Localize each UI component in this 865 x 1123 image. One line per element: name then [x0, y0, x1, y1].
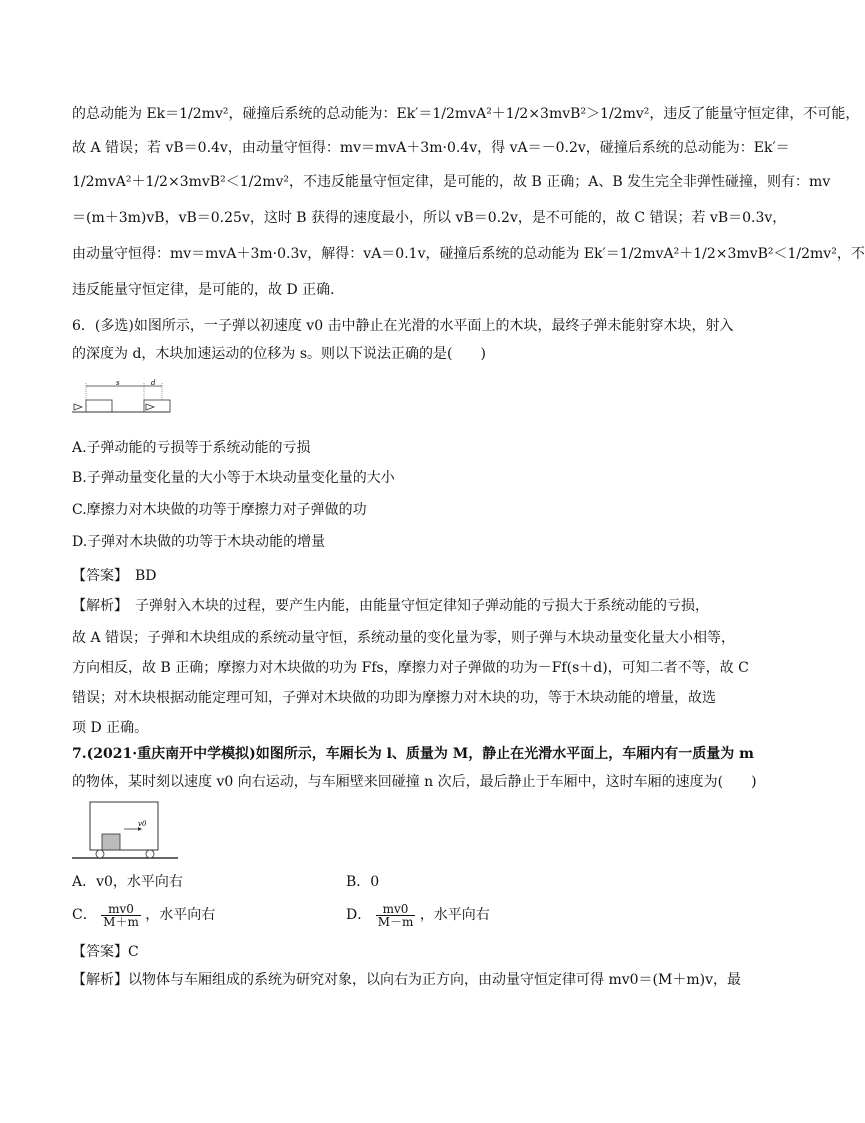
question-6-stem-2: 的深度为 d，木块加速运动的位移为 s。则以下说法正确的是( )	[72, 346, 486, 362]
text-line-3: 1/2mvA²＋1/2×3mvB²＜1/2mv²，不违反能量守恒定律，是可能的，故 B 正确；A、B 发生完全非弹性碰撞，则有：mv	[72, 174, 831, 190]
option-6d: D.子弹对木块做的功等于木块动能的增量	[72, 534, 326, 550]
option-7c-suffix: ，水平向右	[145, 907, 216, 923]
option-7d-denominator: M－m	[377, 914, 414, 929]
option-6c: C.摩擦力对木块做的功等于摩擦力对子弹做的功	[72, 502, 367, 518]
text-line-6: 违反能量守恒定律，是可能的，故 D 正确．	[72, 282, 345, 298]
option-6b: B.子弹动量变化量的大小等于木块动量变化量的大小	[72, 470, 395, 486]
analysis-6-line-1: 【解析】 子弹射入木块的过程，要产生内能，由能量守恒定律知子弹动能的亏损大于系统动能的亏损，	[72, 598, 709, 614]
analysis-6-line-5: 项 D 正确。	[72, 720, 149, 736]
option-7d-prefix: D．	[346, 907, 372, 923]
s-label: s	[116, 379, 120, 387]
text-line-4: ＝(m＋3m)vB，vB＝0.25v，这时 B 获得的速度最小，所以 vB＝0.2v，是不可能的，故 C 错误；若 vB＝0.3v，	[72, 210, 787, 226]
carriage-figure	[72, 798, 180, 864]
option-7a: A．v0，水平向右	[72, 874, 183, 890]
option-7d-suffix: ，水平向右	[419, 907, 490, 923]
answer-6: 【答案】 BD	[72, 568, 157, 584]
option-7d-fraction	[376, 903, 416, 928]
answer-7: 【答案】C	[72, 944, 139, 960]
option-7c-fraction	[101, 903, 141, 928]
option-7d-numerator: mv0	[376, 903, 416, 916]
text-line-5: 由动量守恒得：mv＝mvA＋3m·0.3v，解得：vA＝0.1v，碰撞后系统的总动能为 Ek′＝1/2mvA²＋1/2×3mvB²＜1/2mv²，不	[72, 246, 865, 262]
option-7c	[72, 898, 215, 932]
bullet-block-figure	[72, 380, 172, 416]
text-line-1: 的总动能为 Ek＝1/2mv²，碰撞后系统的总动能为：Ek′＝1/2mvA²＋1/2×3mvB²＞1/2mv²，违反了能量守恒定律，不可能，	[72, 106, 860, 122]
question-7-stem-1: 7.(2021·重庆南开中学模拟)如图所示，车厢长为 l、质量为 M，静止在光滑水平面上，车厢内有一质量为 m	[72, 746, 754, 762]
analysis-6-line-4: 错误；对木块根据动能定理可知，子弹对木块做的功即为摩擦力对木块的功，等于木块动能的增量，故选	[72, 690, 716, 706]
option-7d	[346, 898, 490, 932]
analysis-6-line-2: 故 A 错误；子弹和木块组成的系统动量守恒，系统动量的变化量为零，则子弹与木块动量变化量大小相等，	[72, 630, 736, 646]
option-6a: A.子弹动能的亏损等于系统动能的亏损	[72, 440, 311, 456]
option-7c-prefix: C．	[72, 907, 97, 923]
question-7-stem-2: 的物体，某时刻以速度 v0 向右运动，与车厢壁来回碰撞 n 次后，最后静止于车厢中，这时车厢的速度为( )	[72, 774, 757, 790]
d-label: d	[151, 379, 156, 387]
question-6-stem-1: 6．(多选)如图所示，一子弹以初速度 v0 击中静止在光滑的水平面上的木块，最终子弹未能射穿木块，射入	[72, 318, 734, 334]
text-line-2: 故 A 错误；若 vB＝0.4v，由动量守恒得：mv＝mvA＋3m·0.4v，得 vA＝－0.2v，碰撞后系统的总动能为：Ek′＝	[72, 140, 790, 156]
option-7c-denominator: M＋m	[103, 914, 139, 929]
v0-label: v0	[138, 820, 147, 828]
option-7c-numerator: mv0	[101, 903, 141, 916]
option-7b: B．0	[346, 874, 380, 890]
analysis-6-line-3: 方向相反，故 B 正确；摩擦力对木块做的功为 Ffs，摩擦力对子弹做的功为－Ff(s＋d)，可知二者不等，故 C	[72, 660, 749, 676]
analysis-7-line-1: 【解析】以物体与车厢组成的系统为研究对象，以向右为正方向，由动量守恒定律可得 mv0＝(M＋m)v，最	[72, 972, 741, 988]
